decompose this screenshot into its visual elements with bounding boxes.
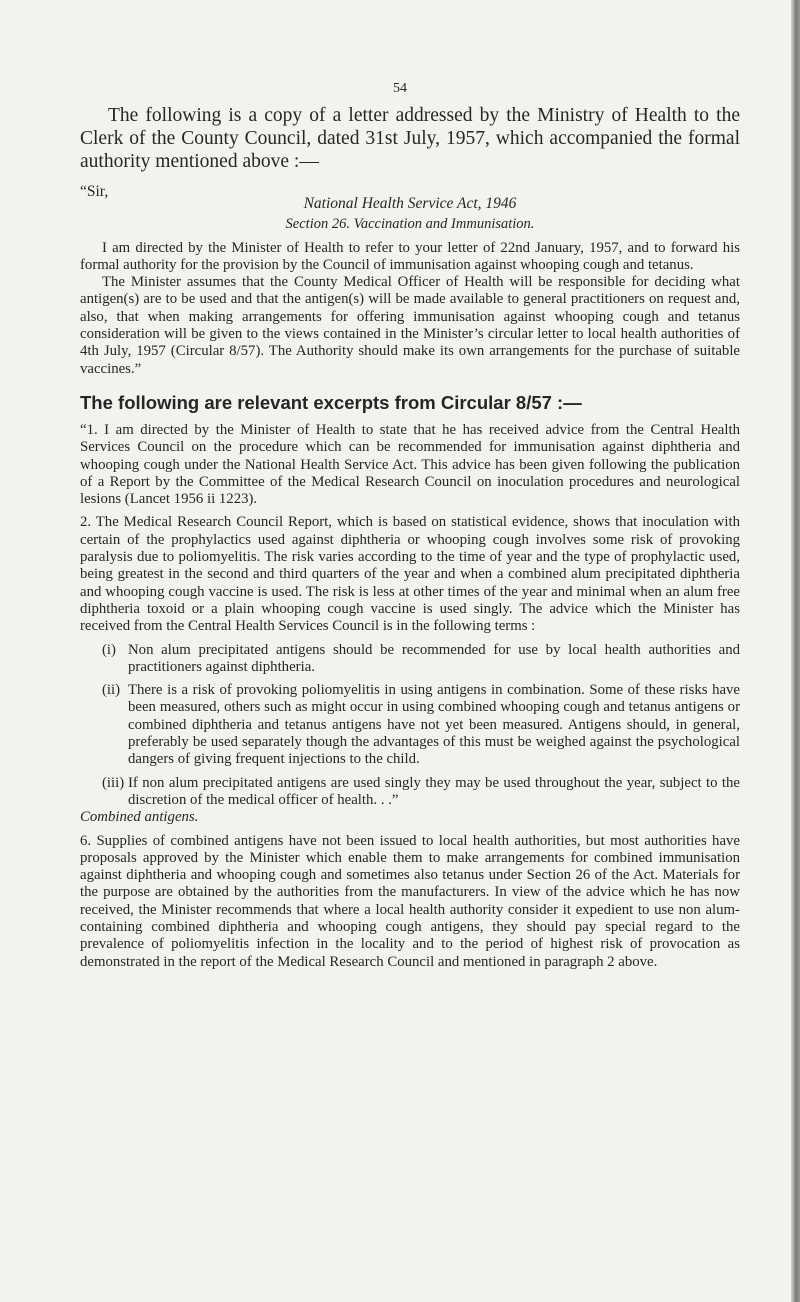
circular-paragraph-2: 2. The Medical Research Council Report, which is based on statistical evidence, shows that inoculation with certain of the prophylactics used against diphtheria or whooping cough involves some risk of provoking paralysis due to poliomyelitis. The risk varies according to the time of year and the type of prophylactic used, being greatest in the second and third quarters of the year and when a combined alum precipitated diphtheria and whooping cough vaccine is used. The risk is less at other times of the year and minimal when an alum free diphtheria toxoid or a plain whooping cough vaccine is used singly. The advice which the Minister has received from the Central Health Services Council is in the following terms : — [80, 514, 740, 635]
intro-paragraph: The following is a copy of a letter addressed by the Ministry of Health to the Clerk of the County Council, dated 31st July, 1957, which accompanied the formal authority mentioned above :— — [80, 105, 740, 172]
circular-paragraph-1: “1. I am directed by the Minister of Health to state that he has received advice from the Central Health Services Council on the procedure which can be recommended for immunisation against diphtheria and whooping cough under the National Health Service Act. This advice has been given following the publication of a Report by the Committee of the Medical Research Council on inoculation procedures and neurological lesions (Lancet 1956 ii 1223). — [80, 421, 740, 508]
list-item-text: Non alum precipitated antigens should be recommended for use by local health authorities and practitioners against diphtheria. — [128, 641, 740, 675]
act-title: National Health Service Act, 1946 — [303, 195, 517, 212]
list-item — [102, 775, 740, 810]
letter-paragraph: The Minister assumes that the County Medical Officer of Health will be responsible for deciding what antigen(s) are to be used and that the antigen(s) will be made available to general practitioners on request and, also, that when making arrangements for offering immunisation against whooping cough and tetanus consideration will be given to the views contained in the Minister’s circular letter to local health authorities of 4th July, 1957 (Circular 8/57). The Authority should make its own arrangements for the purchase of suitable vaccines.” — [80, 274, 740, 377]
combined-antigens-subheading: Combined antigens. — [80, 809, 199, 826]
letter-block — [80, 179, 740, 378]
section-title: Section 26. Vaccination and Immunisation. — [285, 216, 535, 233]
list-item-text: There is a risk of provoking poliomyelitis in using antigens in combination. Some of these risks have been measured, others such as might occur in using combined whooping cough and tetanus antigens or combined diphtheria and tetanus antigens have not yet been measured. Antigens should, in general, preferably be used separately though the advantages of this must be weighed against the psychological dangers of giving frequent injections to the child. — [128, 682, 740, 768]
list-item — [102, 642, 740, 677]
page-edge-shadow — [791, 0, 800, 1302]
list-item — [102, 682, 740, 768]
circular-paragraph-6: 6. Supplies of combined antigens have not been issued to local health authorities, but most authorities have proposals approved by the Minister which enable them to make arrangements for combined immunisation against diphtheria and whooping cough and sometimes also tetanus under Section 26 of the Act. Materials for the purpose are obtained by the authorities from the manufacturers. In view of the advice which he has now received, the Minister recommends that where a local health authority consider it expedient to use non alum-containing combined diphtheria and whooping cough antigens, they should pay special regard to the prevalence of poliomyelitis infection in the locality and to the period of highest risk of provocation as demonstrated in the report of the Medical Research Council and mentioned in paragraph 2 above. — [80, 832, 740, 970]
salutation: “Sir, — [80, 183, 109, 200]
list-item-number: (ii) — [102, 682, 121, 699]
document-page — [80, 104, 740, 971]
list-item-text: If non alum precipitated antigens are used singly they may be used throughout the year, subject to the discretion of the medical officer of health. . .” — [128, 774, 740, 808]
list-item-number: (i) — [102, 641, 116, 658]
circular-excerpts — [80, 422, 740, 971]
letter-paragraph: I am directed by the Minister of Health to refer to your letter of 22nd January, 1957, and to forward his formal authority for the provision by the Council of immunisation against whooping cough and tetanus. — [80, 239, 740, 273]
list-item-number: (iii) — [102, 774, 125, 791]
page-number: 54 — [393, 81, 407, 96]
circular-heading: The following are relevant excerpts from Circular 8/57 :— — [80, 391, 582, 413]
